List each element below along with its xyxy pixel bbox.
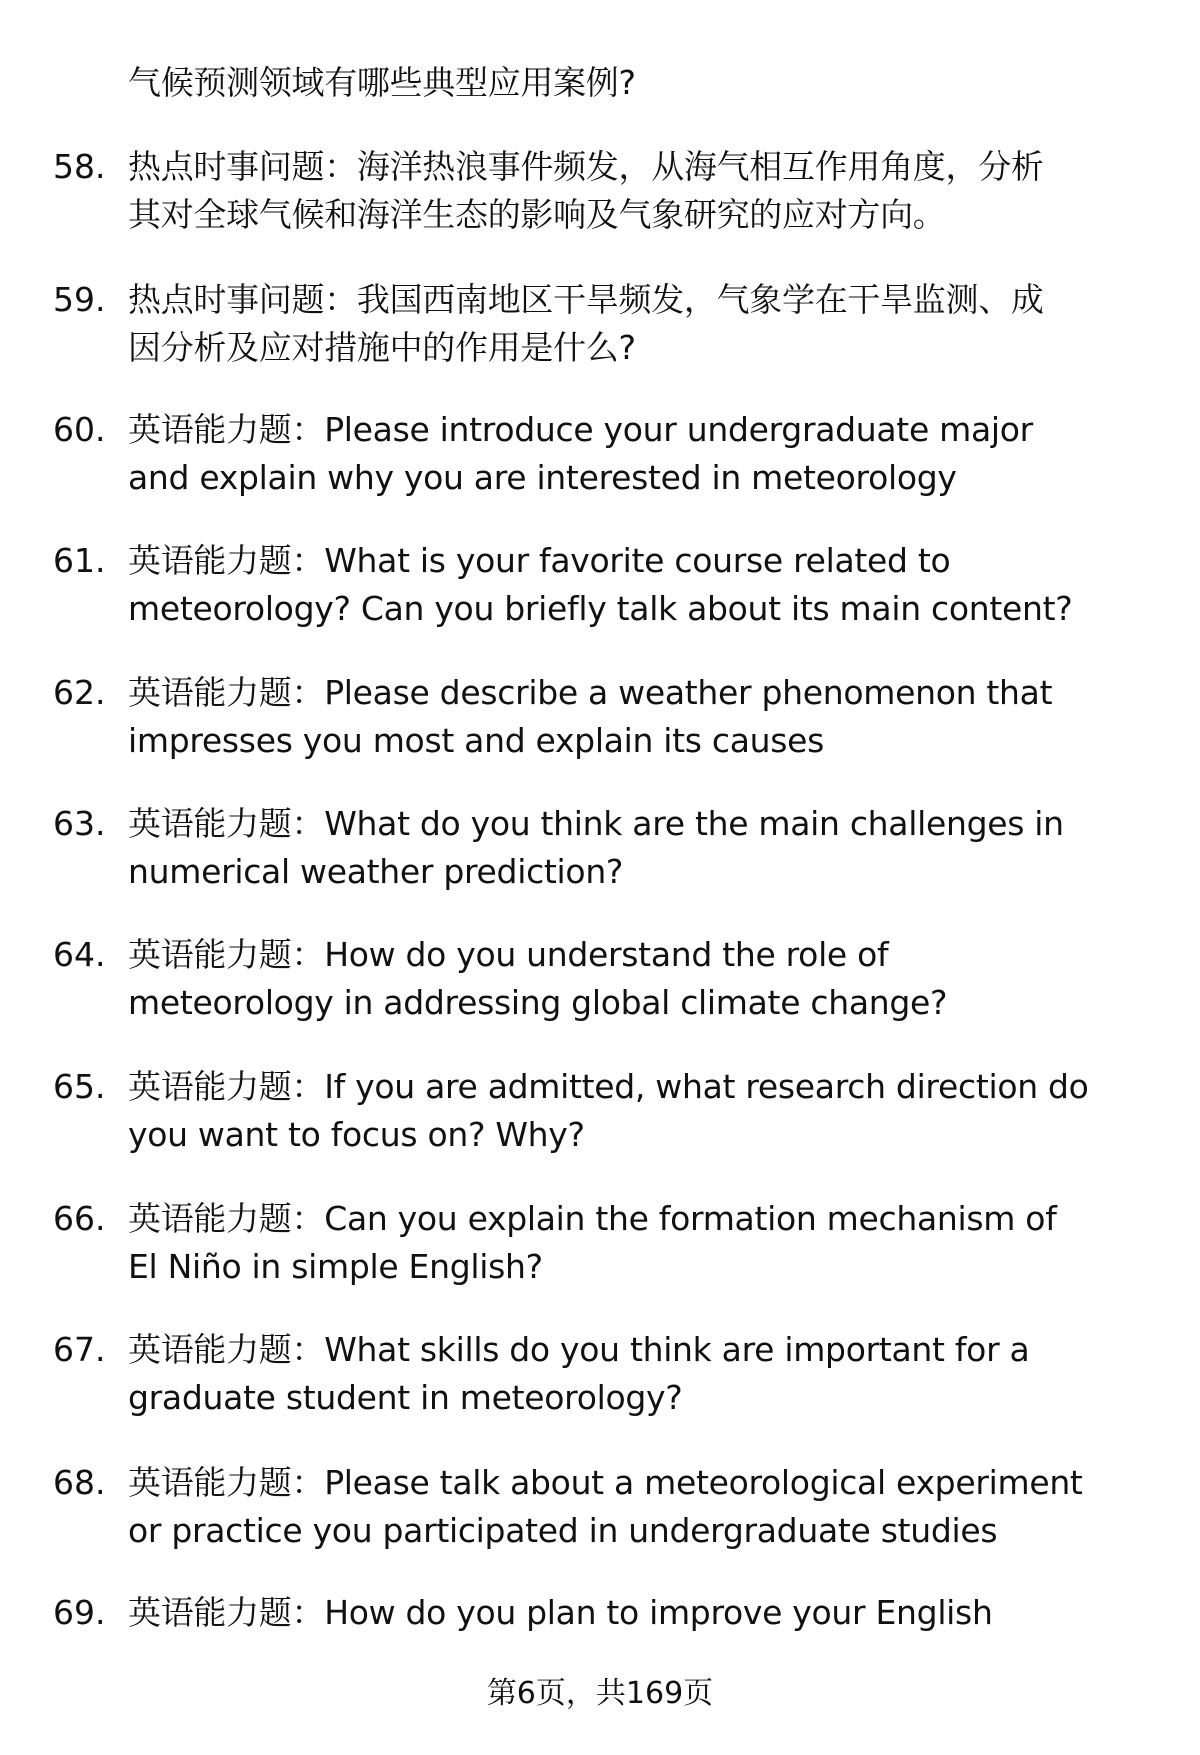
question-text-line: 气候预测领域有哪些典型应用案例? bbox=[128, 63, 636, 102]
question-number: 65. bbox=[53, 1067, 106, 1106]
question-number: 63. bbox=[53, 804, 106, 843]
question-text-line: 其对全球气候和海洋生态的影响及气象研究的应对方向。 bbox=[128, 195, 946, 234]
question-text-line: 因分析及应对措施中的作用是什么? bbox=[128, 328, 636, 367]
question-text-line: 英语能力题：Can you explain the formation mechanism of bbox=[128, 1199, 1057, 1238]
question-text-line: 英语能力题：Please introduce your undergraduate major bbox=[128, 410, 1033, 449]
question-text-line: 英语能力题：What is your favorite course related to bbox=[128, 541, 951, 580]
question-number: 62. bbox=[53, 673, 106, 712]
question-number: 64. bbox=[53, 935, 106, 974]
question-text-line: 热点时事问题：我国西南地区干旱频发，气象学在干旱监测、成 bbox=[128, 280, 1044, 319]
question-number: 61. bbox=[53, 541, 106, 580]
question-text-line: or practice you participated in undergraduate studies bbox=[128, 1511, 998, 1550]
question-text-line: El Niño in simple English? bbox=[128, 1247, 543, 1286]
question-text-line: numerical weather prediction? bbox=[128, 852, 624, 891]
question-number: 66. bbox=[53, 1199, 106, 1238]
question-text-line: 英语能力题：What skills do you think are important for a bbox=[128, 1330, 1030, 1369]
question-text-line: 英语能力题：How do you plan to improve your English bbox=[128, 1593, 993, 1632]
question-text-line: and explain why you are interested in meteorology bbox=[128, 458, 957, 497]
page-number: 第6页，共169页 bbox=[486, 1676, 714, 1711]
question-text-line: 热点时事问题：海洋热浪事件频发，从海气相互作用角度，分析 bbox=[128, 147, 1044, 186]
question-text-line: impresses you most and explain its causes bbox=[128, 721, 825, 760]
question-number: 69. bbox=[53, 1593, 106, 1632]
question-number: 67. bbox=[53, 1330, 106, 1369]
question-number: 60. bbox=[53, 410, 106, 449]
question-number: 58. bbox=[53, 147, 106, 186]
question-text-line: you want to focus on? Why? bbox=[128, 1115, 585, 1154]
question-number: 68. bbox=[53, 1463, 106, 1502]
question-text-line: 英语能力题：How do you understand the role of bbox=[128, 935, 889, 974]
question-text-line: meteorology in addressing global climate change? bbox=[128, 983, 948, 1022]
question-text-line: 英语能力题：If you are admitted, what research direction do bbox=[128, 1067, 1089, 1106]
question-text-line: 英语能力题：Please describe a weather phenomenon that bbox=[128, 673, 1053, 712]
question-text-line: meteorology? Can you briefly talk about its main content? bbox=[128, 589, 1073, 628]
question-number: 59. bbox=[53, 280, 106, 319]
question-text-line: 英语能力题：What do you think are the main challenges in bbox=[128, 804, 1064, 843]
question-text-line: 英语能力题：Please talk about a meteorological experiment bbox=[128, 1463, 1083, 1502]
question-text-line: graduate student in meteorology? bbox=[128, 1378, 683, 1417]
